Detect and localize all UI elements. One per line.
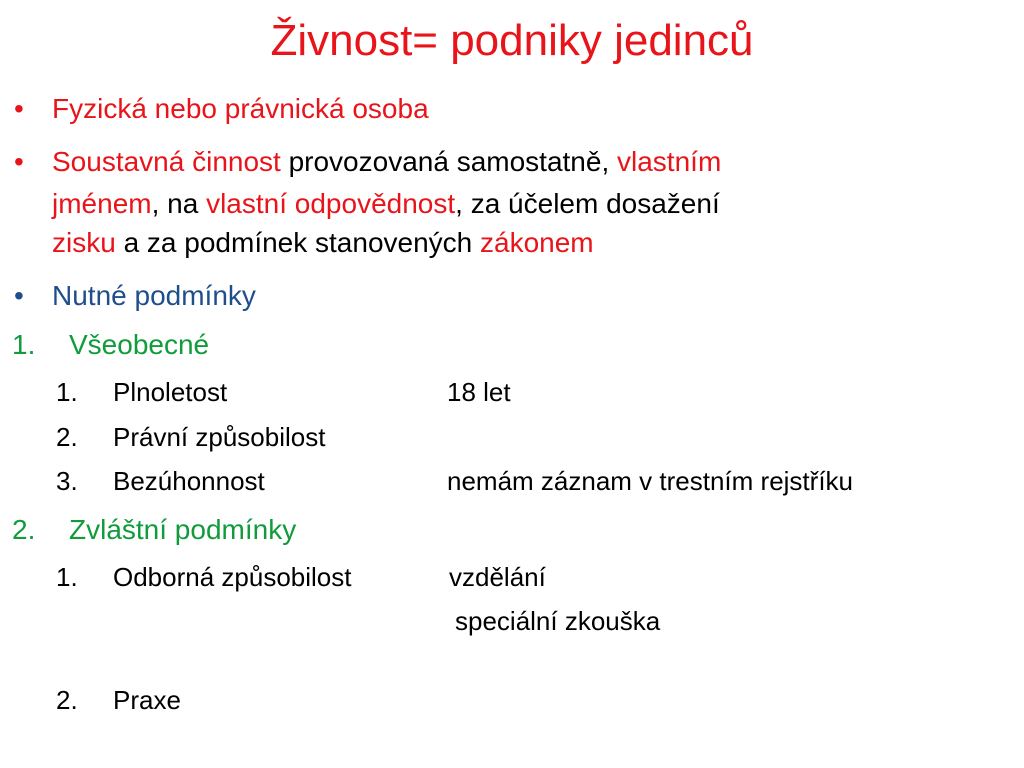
- bullet-text: Nutné podmínky: [52, 280, 256, 311]
- list-number: 1.: [56, 377, 78, 407]
- list-number: 3.: [56, 466, 78, 496]
- list-label: Bezúhonnost: [113, 466, 265, 496]
- list-label: Praxe: [113, 685, 181, 715]
- slide-title: Živnost= podniky jedinců: [270, 16, 754, 65]
- bullet-icon: •: [14, 146, 24, 177]
- bullet-icon: •: [14, 93, 24, 124]
- list-number: 2.: [56, 422, 78, 452]
- list-note-continuation: speciální zkouška: [455, 606, 661, 636]
- list-number: 1.: [12, 329, 36, 360]
- list-label: Právní způsobilost: [113, 422, 326, 452]
- list-label: Všeobecné: [69, 329, 210, 360]
- list-note: 18 let: [447, 377, 511, 407]
- list-number: 1.: [56, 562, 78, 592]
- bullet-item-definition-line-2: jménem, na vlastní odpovědnost, za účelem dosažení: [52, 188, 720, 219]
- list-number: 2.: [12, 514, 36, 545]
- list-label: Plnoletost: [113, 377, 228, 407]
- list-label: Odborná způsobilost: [113, 562, 352, 592]
- bullet-text: Soustavná činnost provozovaná samostatně, vlastním: [52, 146, 722, 177]
- bullet-item-definition-line-3: zisku a za podmínek stanovených zákonem: [52, 227, 594, 258]
- list-note: vzdělání: [449, 562, 546, 592]
- list-label: Zvláštní podmínky: [69, 514, 297, 545]
- bullet-icon: •: [14, 280, 24, 311]
- list-note: nemám záznam v trestním rejstříku: [447, 466, 853, 496]
- bullet-text: Fyzická nebo právnická osoba: [52, 93, 429, 124]
- list-number: 2.: [56, 685, 78, 715]
